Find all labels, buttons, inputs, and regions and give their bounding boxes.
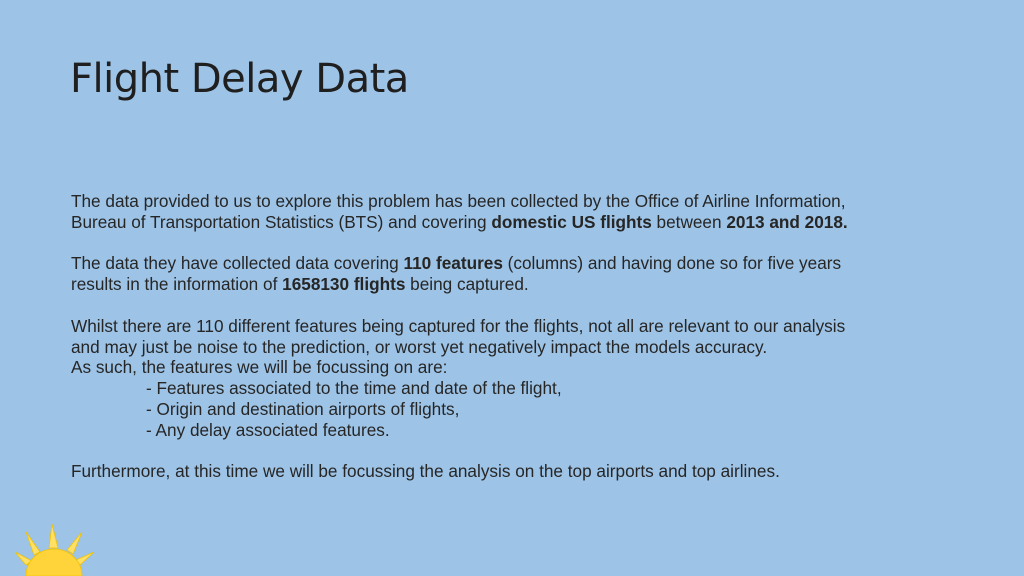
text-line: Bureau of Transportation Statistics (BTS) and covering domestic US flights between 2013 and 2018. — [71, 211, 848, 232]
paragraph-focus-features — [71, 316, 971, 441]
paragraph-scope — [71, 461, 971, 482]
text-line: results in the information of 1658130 flights being captured. — [71, 274, 529, 295]
sun-icon — [12, 522, 96, 576]
list-item: - Features associated to the time and date of the flight, — [146, 378, 562, 399]
emphasis-year-range: 2013 and 2018. — [726, 211, 848, 232]
paragraph-features — [71, 253, 971, 295]
emphasis-feature-count: 110 features — [403, 253, 503, 274]
feature-list — [71, 378, 971, 440]
text-line: Whilst there are 110 different features being captured for the flights, not all are relevant to our analysis — [71, 315, 846, 336]
text-line: As such, the features we will be focussing on are: — [71, 357, 448, 378]
emphasis-domestic-flights: domestic US flights — [491, 211, 652, 232]
text-line: The data provided to us to explore this problem has been collected by the Office of Airline Information, — [71, 191, 846, 211]
slide-title: Flight Delay Data — [70, 56, 409, 102]
slide-body — [71, 191, 971, 503]
paragraph-data-source — [71, 191, 971, 233]
emphasis-flight-count: 1658130 flights — [282, 274, 406, 295]
list-item: - Any delay associated features. — [146, 419, 390, 440]
text-line: Furthermore, at this time we will be focussing the analysis on the top airports and top airlines. — [71, 461, 780, 482]
text-line: and may just be noise to the prediction, or worst yet negatively impact the models accuracy. — [71, 336, 768, 357]
text-line: The data they have collected data covering 110 features (columns) and having done so for five years — [71, 253, 842, 274]
list-item: - Origin and destination airports of flights, — [146, 398, 460, 419]
